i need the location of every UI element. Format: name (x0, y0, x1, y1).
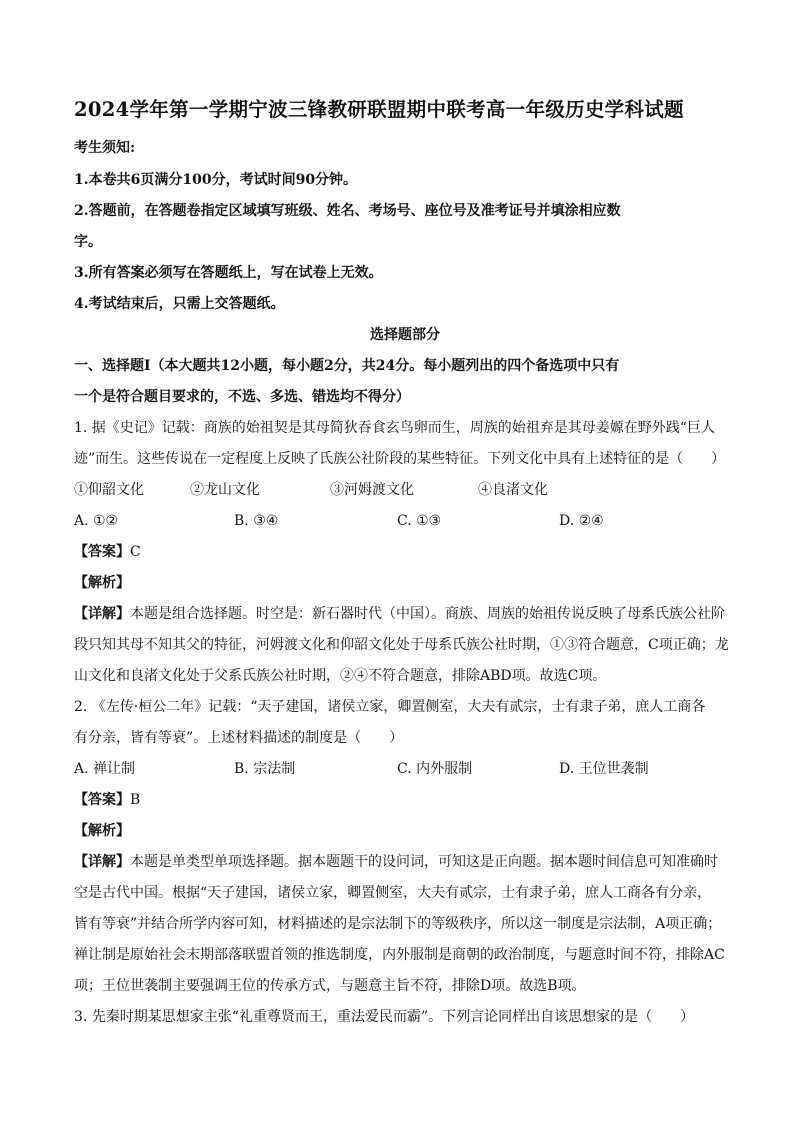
q1-option-a: A. ①② (74, 513, 119, 529)
q1-option-c: C. ①③ (397, 513, 442, 529)
q2-stem-line-2: 有分亲，皆有等衰”。上述材料描述的制度是（ ） (74, 730, 404, 746)
q1-detail-tag: 【详解】 (74, 606, 130, 622)
q1-item-1: ①仰韶文化 (74, 482, 144, 498)
q1-analysis-tag: 【解析】 (74, 575, 130, 591)
q1-detail-line-3: 山文化和良渚文化处于父系氏族公社时期，②④不符合题意，排除ABD项。故选C项。 (74, 668, 607, 684)
q2-detail-line-2: 空是古代中国。根据“天子建国，诸侯立家，卿置侧室，大夫有贰宗，士有隶子弟，庶人工商各有分亲， (74, 885, 712, 901)
q2-detail-tag: 【详解】 (74, 854, 130, 870)
q2-analysis-tag: 【解析】 (74, 823, 130, 839)
section-header-line-1: 一、选择题Ⅰ（本大题共12小题，每小题2分，共24分。每小题列出的四个备选项中只有 (74, 358, 620, 374)
q1-item-3: ③河姆渡文化 (330, 482, 414, 498)
q2-detail-line-5: 项；王位世袭制主要强调王位的传承方式，与题意主旨不符，排除D项。故选B项。 (74, 978, 586, 994)
q2-detail-text-1: 本题是单类型单项选择题。据本题题干的设问词，可知这是正向题。据本题时间信息可知准确时 (130, 854, 718, 870)
q2-option-d: D. 王位世袭制 (559, 761, 649, 777)
q1-answer-tag: 【答案】 (74, 544, 130, 560)
q1-answer (74, 542, 736, 562)
notice-heading: 考生须知: (74, 140, 136, 156)
q2-answer-value: B (130, 792, 141, 808)
q1-item-2: ②龙山文化 (190, 482, 260, 498)
q1-answer-value: C (130, 544, 141, 560)
q1-detail-line-1 (74, 604, 736, 624)
q2-detail-line-3: 皆有等衰”并结合所学内容可知，材料描述的是宗法制下的等级秩序，所以这一制度是宗法制，A项正确； (74, 916, 722, 932)
q1-item-4: ④良渚文化 (478, 482, 548, 498)
q2-stem-line-1: 2. 《左传·桓公二年》记载：“天子建国，诸侯立家，卿置侧室，大夫有贰宗，士有隶子弟，庶人工商各 (74, 699, 706, 715)
q2-option-c: C. 内外服制 (397, 761, 473, 777)
q1-option-d: D. ②④ (559, 513, 604, 529)
section-title: 选择题部分 (370, 327, 440, 343)
q2-detail-line-4: 禅让制是原始社会末期部落联盟首领的推选制度，内外服制是商朝的政治制度，与题意时间不符，排除AC (74, 947, 725, 963)
section-header-line-2: 一个是符合题目要求的，不选、多选、错选均不得分） (74, 389, 410, 405)
q1-stem-line-1: 1. 据《史记》记载：商族的始祖契是其母简狄吞食玄鸟卵而生，周族的始祖弃是其母姜嫄在野外践“巨人 (74, 420, 715, 436)
q2-answer-tag: 【答案】 (74, 792, 130, 808)
q1-detail-text-1: 本题是组合选择题。时空是：新石器时代（中国）。商族、周族的始祖传说反映了母系氏族公社阶 (130, 606, 725, 622)
notice-item-3: 3.所有答案必须写在答题纸上，写在试卷上无效。 (74, 265, 383, 281)
notice-item-4: 4.考试结束后，只需上交答题纸。 (74, 296, 285, 312)
q2-option-a: A. 禅让制 (74, 761, 136, 777)
notice-item-2: 2.答题前，在答题卷指定区域填写班级、姓名、考场号、座位号及准考证号并填涂相应数 (74, 203, 621, 219)
notice-item-1: 1.本卷共6页满分100分，考试时间90分钟。 (74, 172, 358, 188)
q1-detail-line-2: 段只知其母不知其父的特征，河姆渡文化和仰韶文化处于母系氏族公社时期，①③符合题意，C项正确；龙 (74, 637, 729, 653)
q1-stem-line-2: 迹”而生。这些传说在一定程度上反映了氏族公社阶段的某些特征。下列文化中具有上述特征的是（ ） (74, 451, 726, 467)
q2-answer (74, 790, 736, 810)
q2-option-b: B. 宗法制 (234, 761, 296, 777)
q1-option-b: B. ③④ (234, 513, 279, 529)
exam-title: 2024学年第一学期宁波三锋教研联盟期中联考高一年级历史学科试题 (74, 98, 684, 121)
q3-stem: 3. 先秦时期某思想家主张“礼重尊贤而王，重法爱民而霸”。下列言论同样出自该思想家的是（ ） (74, 1009, 695, 1025)
q2-detail-line-1 (74, 852, 736, 872)
notice-item-2-cont: 字。 (74, 234, 102, 250)
